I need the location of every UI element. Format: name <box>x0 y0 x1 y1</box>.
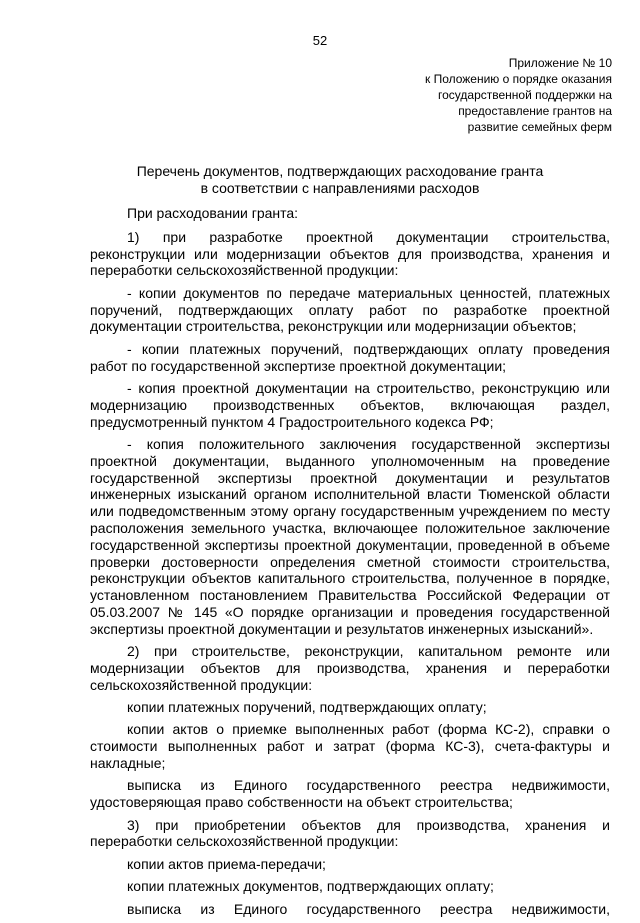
appendix-header <box>382 55 612 135</box>
document-title <box>60 163 620 197</box>
paragraph-item-2: 2) при строительстве, реконструкции, капитальном ремонте или модернизации объектов для производства, хранения и переработки сельскохозяйственной продукции: <box>90 643 610 693</box>
paragraph-subitem: - копия положительного заключения государственной экспертизы проектной документации, выданного уполномоченным на проведение государственной экспертизы проектной документации и результатов инженерных изысканий органом исполнительной власти Тюменской области или подведомственным этому органу государственным учреждением по месту расположения земельного участка, включающее положительное заключение государственной экспертизы проектной документации, проведенной в объеме проверки достоверности определения сметной стоимости строительства, реконструкции объектов капитального строительства, полученное в порядке, установленном постановлением Правительства Российской Федерации от 05.03.2007 № 145 «О порядке организации и проведения государственной экспертизы проектной документации и результатов инженерных изысканий». <box>90 435 610 637</box>
paragraph-subitem: - копия проектной документации на строительство, реконструкцию или модернизацию производственных объектов, включающая раздел, предусмотренный пунктом 4 Градостроительного кодекса РФ; <box>90 379 610 430</box>
paragraph-subitem: - копии документов по передаче материальных ценностей, платежных поручений, подтверждающих оплату работ по разработке проектной документации строительства, реконструкции или модернизации объектов; <box>90 284 610 335</box>
title-line: в соответствии с направлениями расходов <box>200 180 480 196</box>
paragraph-item-3: 3) при приобретении объектов для производства, хранения и переработки сельскохозяйственной продукции: <box>90 816 610 850</box>
paragraph-subitem: выписка из Единого государственного реестра недвижимости, удостоверяющая право собственности на объект строительства; <box>90 777 610 811</box>
paragraph-item-1: 1) при разработке проектной документации строительства, реконструкции или модернизации объектов для производства, хранения и переработки сельскохозяйственной продукции: <box>90 228 610 279</box>
appendix-line: к Положению о порядке оказания <box>424 72 612 86</box>
paragraph-subitem: - копии платежных поручений, подтверждающих оплату проведения работ по государственной экспертизе проектной документации; <box>90 340 610 374</box>
appendix-line: Приложение № 10 <box>508 56 612 70</box>
document-body <box>90 205 610 923</box>
paragraph-subitem: копии актов о приемке выполненных работ (форма КС-2), справки о стоимости выполненных работ и затрат (форма КС-3), счета-фактуры и накладные; <box>90 721 610 772</box>
paragraph-intro: При расходовании гранта: <box>127 205 299 221</box>
page-number: 52 <box>312 33 328 48</box>
paragraph-subitem: копии платежных документов, подтверждающих оплату; <box>127 878 494 895</box>
paragraph-subitem: выписка из Единого государственного реестра недвижимости, <box>127 900 610 917</box>
title-line: Перечень документов, подтверждающих расходование гранта <box>136 163 544 179</box>
appendix-line: государственной поддержки на <box>438 88 612 102</box>
paragraph-subitem: копии актов приема-передачи; <box>127 855 326 872</box>
appendix-line: предоставление грантов на <box>458 104 612 118</box>
paragraph-subitem: копии платежных поручений, подтверждающих оплату; <box>127 699 487 716</box>
appendix-line: развитие семейных ферм <box>467 120 612 134</box>
